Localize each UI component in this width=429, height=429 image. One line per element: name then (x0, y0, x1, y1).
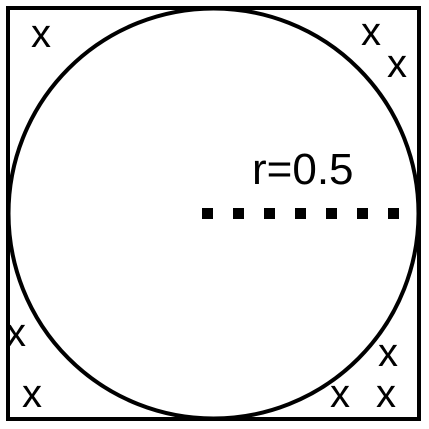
point-marker: x (376, 372, 396, 416)
point-marker: x (387, 42, 407, 86)
point-marker: x (6, 311, 26, 355)
point-marker: x (361, 10, 381, 54)
point-marker: x (330, 372, 350, 416)
point-marker: x (22, 372, 42, 416)
point-marker: x (378, 331, 398, 375)
radius-label: r=0.5 (252, 145, 354, 194)
point-marker: x (31, 12, 51, 56)
